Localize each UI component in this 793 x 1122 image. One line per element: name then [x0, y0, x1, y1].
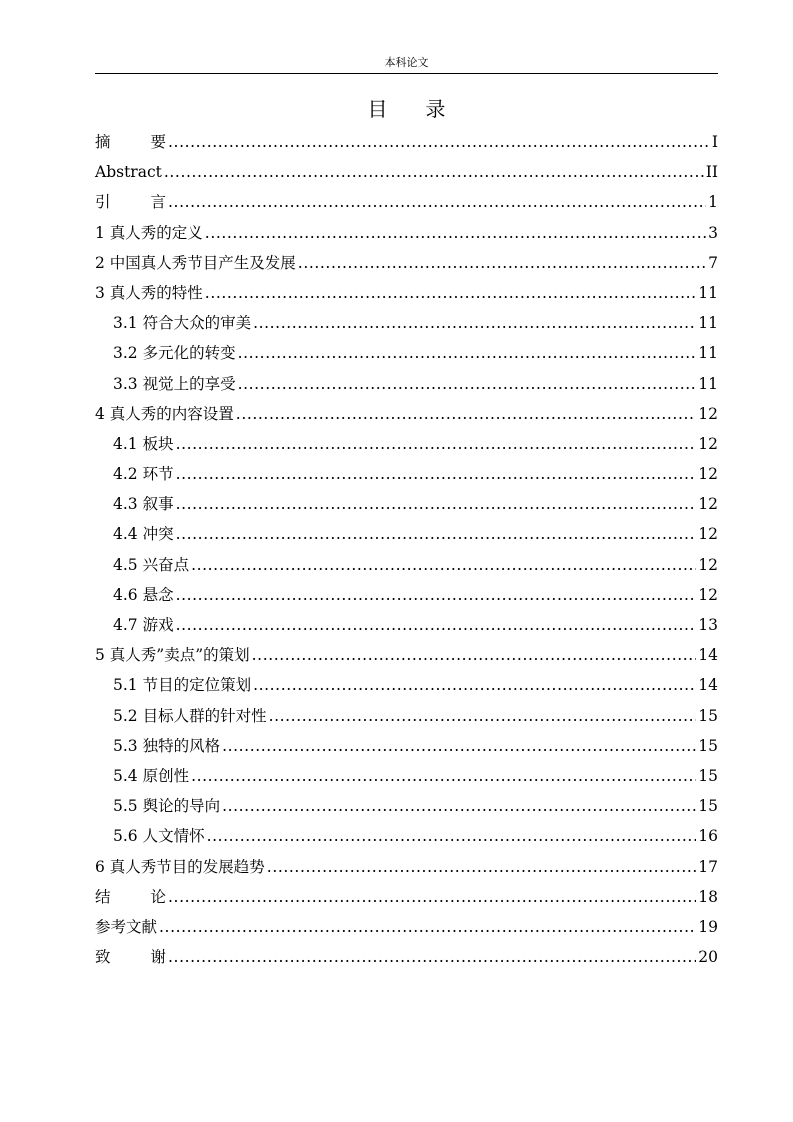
- toc-entry[interactable]: [95, 519, 718, 549]
- toc-leader-dots: [168, 127, 710, 157]
- toc-leader-dots: [298, 248, 706, 278]
- toc-entry[interactable]: [95, 942, 718, 972]
- toc-entry-label: Abstract: [95, 163, 162, 182]
- toc-entry-label: 2 中国真人秀节目产生及发展: [95, 253, 296, 272]
- toc-entry[interactable]: [95, 882, 718, 912]
- toc-entry[interactable]: [95, 701, 718, 731]
- toc-entry-label: 3.2 多元化的转变: [113, 344, 236, 363]
- toc-leader-dots: [207, 821, 697, 851]
- toc-entry[interactable]: [95, 550, 718, 580]
- toc-entry[interactable]: [95, 640, 718, 670]
- toc-entry-page-number: 20: [698, 948, 718, 967]
- toc-entry-page-number: 12: [698, 495, 718, 514]
- toc-leader-dots: [222, 791, 696, 821]
- toc-entry-page-number: 12: [698, 434, 718, 453]
- toc-entry[interactable]: [95, 248, 718, 278]
- toc-entry-page-number: 15: [698, 706, 718, 725]
- toc-leader-dots: [205, 218, 706, 248]
- toc-entry-label: 4.7 游戏: [113, 616, 174, 634]
- toc-leader-dots: [176, 610, 697, 640]
- toc-entry[interactable]: [95, 429, 718, 459]
- toc-entry-page-number: 11: [698, 314, 718, 333]
- toc-leader-dots: [253, 670, 696, 700]
- toc-entry-label: 6 真人秀节目的发展趋势: [95, 857, 265, 876]
- toc-entry-page-number: 11: [698, 374, 718, 393]
- toc-leader-dots: [238, 369, 697, 399]
- toc-entry-label: 4.5 兴奋点: [113, 555, 190, 574]
- toc-entry[interactable]: [95, 852, 718, 882]
- toc-entry[interactable]: [95, 761, 718, 791]
- toc-entry[interactable]: [95, 369, 718, 399]
- toc-leader-dots: [253, 308, 696, 338]
- toc-entry[interactable]: [95, 278, 718, 308]
- toc-entry-page-number: 12: [698, 404, 718, 423]
- toc-entry[interactable]: [95, 187, 718, 217]
- running-header: 本科论文: [384, 56, 429, 69]
- toc-leader-dots: [252, 640, 697, 670]
- toc-entry-label: 4.6 悬念: [113, 585, 174, 604]
- toc-leader-dots: [168, 942, 696, 972]
- toc-entry-label: 4.4 冲突: [113, 525, 174, 544]
- toc-entry-page-number: 1: [708, 193, 718, 212]
- toc-entry-label: 参考文献: [95, 917, 158, 936]
- toc-leader-dots: [176, 429, 697, 459]
- toc-entry-label: 5.3 独特的风格: [113, 736, 221, 755]
- toc-entry-label: 4.3 叙事: [113, 495, 174, 514]
- toc-entry[interactable]: [95, 731, 718, 761]
- toc-entry-page-number: 14: [698, 676, 718, 695]
- toc-entry-page-number: 16: [698, 827, 718, 846]
- toc-entry-page-number: 12: [698, 525, 718, 544]
- toc-entry-page-number: 15: [698, 797, 718, 816]
- toc-entry[interactable]: [95, 912, 718, 942]
- toc-entry-page-number: II: [705, 163, 718, 182]
- toc-leader-dots: [168, 882, 696, 912]
- toc-entry-label: 5.1 节目的定位策划: [113, 676, 252, 695]
- toc-leader-dots: [176, 519, 697, 549]
- toc-entry-page-number: 12: [698, 465, 718, 484]
- table-of-contents: [95, 127, 718, 972]
- toc-leader-dots: [191, 550, 696, 580]
- toc-entry-label: 5 真人秀”卖点”的策划: [95, 646, 250, 665]
- toc-entry[interactable]: [95, 821, 718, 851]
- toc-entry-label: 4.1 板块: [113, 434, 174, 453]
- toc-leader-dots: [176, 459, 697, 489]
- toc-leader-dots: [191, 761, 696, 791]
- toc-entry[interactable]: [95, 580, 718, 610]
- toc-entry[interactable]: [95, 399, 718, 429]
- toc-entry-label: 3.1 符合大众的审美: [113, 314, 252, 333]
- toc-leader-dots: [267, 852, 696, 882]
- toc-leader-dots: [236, 399, 696, 429]
- toc-entry-page-number: 18: [698, 887, 718, 906]
- toc-entry-label: 3 真人秀的特性: [95, 283, 203, 302]
- toc-entry[interactable]: [95, 610, 718, 640]
- toc-entry[interactable]: [95, 338, 718, 368]
- toc-entry-label: 5.6 人文情怀: [113, 827, 205, 846]
- toc-entry-page-number: 11: [698, 344, 718, 363]
- toc-title: 目录: [367, 97, 484, 121]
- header-rule: [95, 73, 718, 74]
- toc-entry-page-number: 12: [698, 555, 718, 574]
- toc-entry-page-number: 19: [698, 917, 718, 936]
- toc-entry[interactable]: [95, 791, 718, 821]
- toc-leader-dots: [205, 278, 696, 308]
- toc-entry-page-number: 17: [698, 857, 718, 876]
- toc-leader-dots: [168, 187, 706, 217]
- toc-entry-label: 引言: [95, 193, 207, 212]
- toc-entry[interactable]: [95, 489, 718, 519]
- toc-entry-label: 5.2 目标人群的针对性: [113, 706, 267, 725]
- toc-entry-page-number: 12: [698, 585, 718, 604]
- toc-entry[interactable]: [95, 670, 718, 700]
- toc-entry-page-number: 13: [698, 616, 718, 634]
- toc-entry-label: 1 真人秀的定义: [95, 223, 203, 242]
- toc-entry-label: 致谢: [95, 948, 207, 967]
- toc-entry-label: 结论: [95, 887, 207, 906]
- toc-leader-dots: [176, 580, 697, 610]
- toc-entry-label: 4.2 环节: [113, 465, 174, 484]
- toc-entry-label: 摘要: [95, 133, 207, 151]
- toc-entry[interactable]: [95, 127, 718, 157]
- toc-leader-dots: [269, 701, 697, 731]
- toc-entry-label: 5.4 原创性: [113, 766, 190, 785]
- toc-leader-dots: [238, 338, 697, 368]
- toc-entry-page-number: 15: [698, 736, 718, 755]
- toc-entry-page-number: 14: [698, 646, 718, 665]
- toc-leader-dots: [164, 157, 704, 187]
- toc-entry[interactable]: [95, 218, 718, 248]
- toc-entry-label: 5.5 舆论的导向: [113, 797, 221, 816]
- toc-entry-page-number: 7: [708, 253, 718, 272]
- toc-entry-page-number: I: [711, 133, 718, 151]
- toc-leader-dots: [176, 489, 697, 519]
- toc-leader-dots: [159, 912, 696, 942]
- toc-entry-label: 4 真人秀的内容设置: [95, 404, 234, 423]
- toc-entry-label: 3.3 视觉上的享受: [113, 374, 236, 393]
- toc-entry-page-number: 15: [698, 766, 718, 785]
- toc-entry[interactable]: [95, 459, 718, 489]
- toc-entry-page-number: 11: [698, 283, 718, 302]
- toc-entry[interactable]: [95, 157, 718, 187]
- toc-entry-page-number: 3: [708, 223, 718, 242]
- toc-entry[interactable]: [95, 308, 718, 338]
- toc-leader-dots: [222, 731, 696, 761]
